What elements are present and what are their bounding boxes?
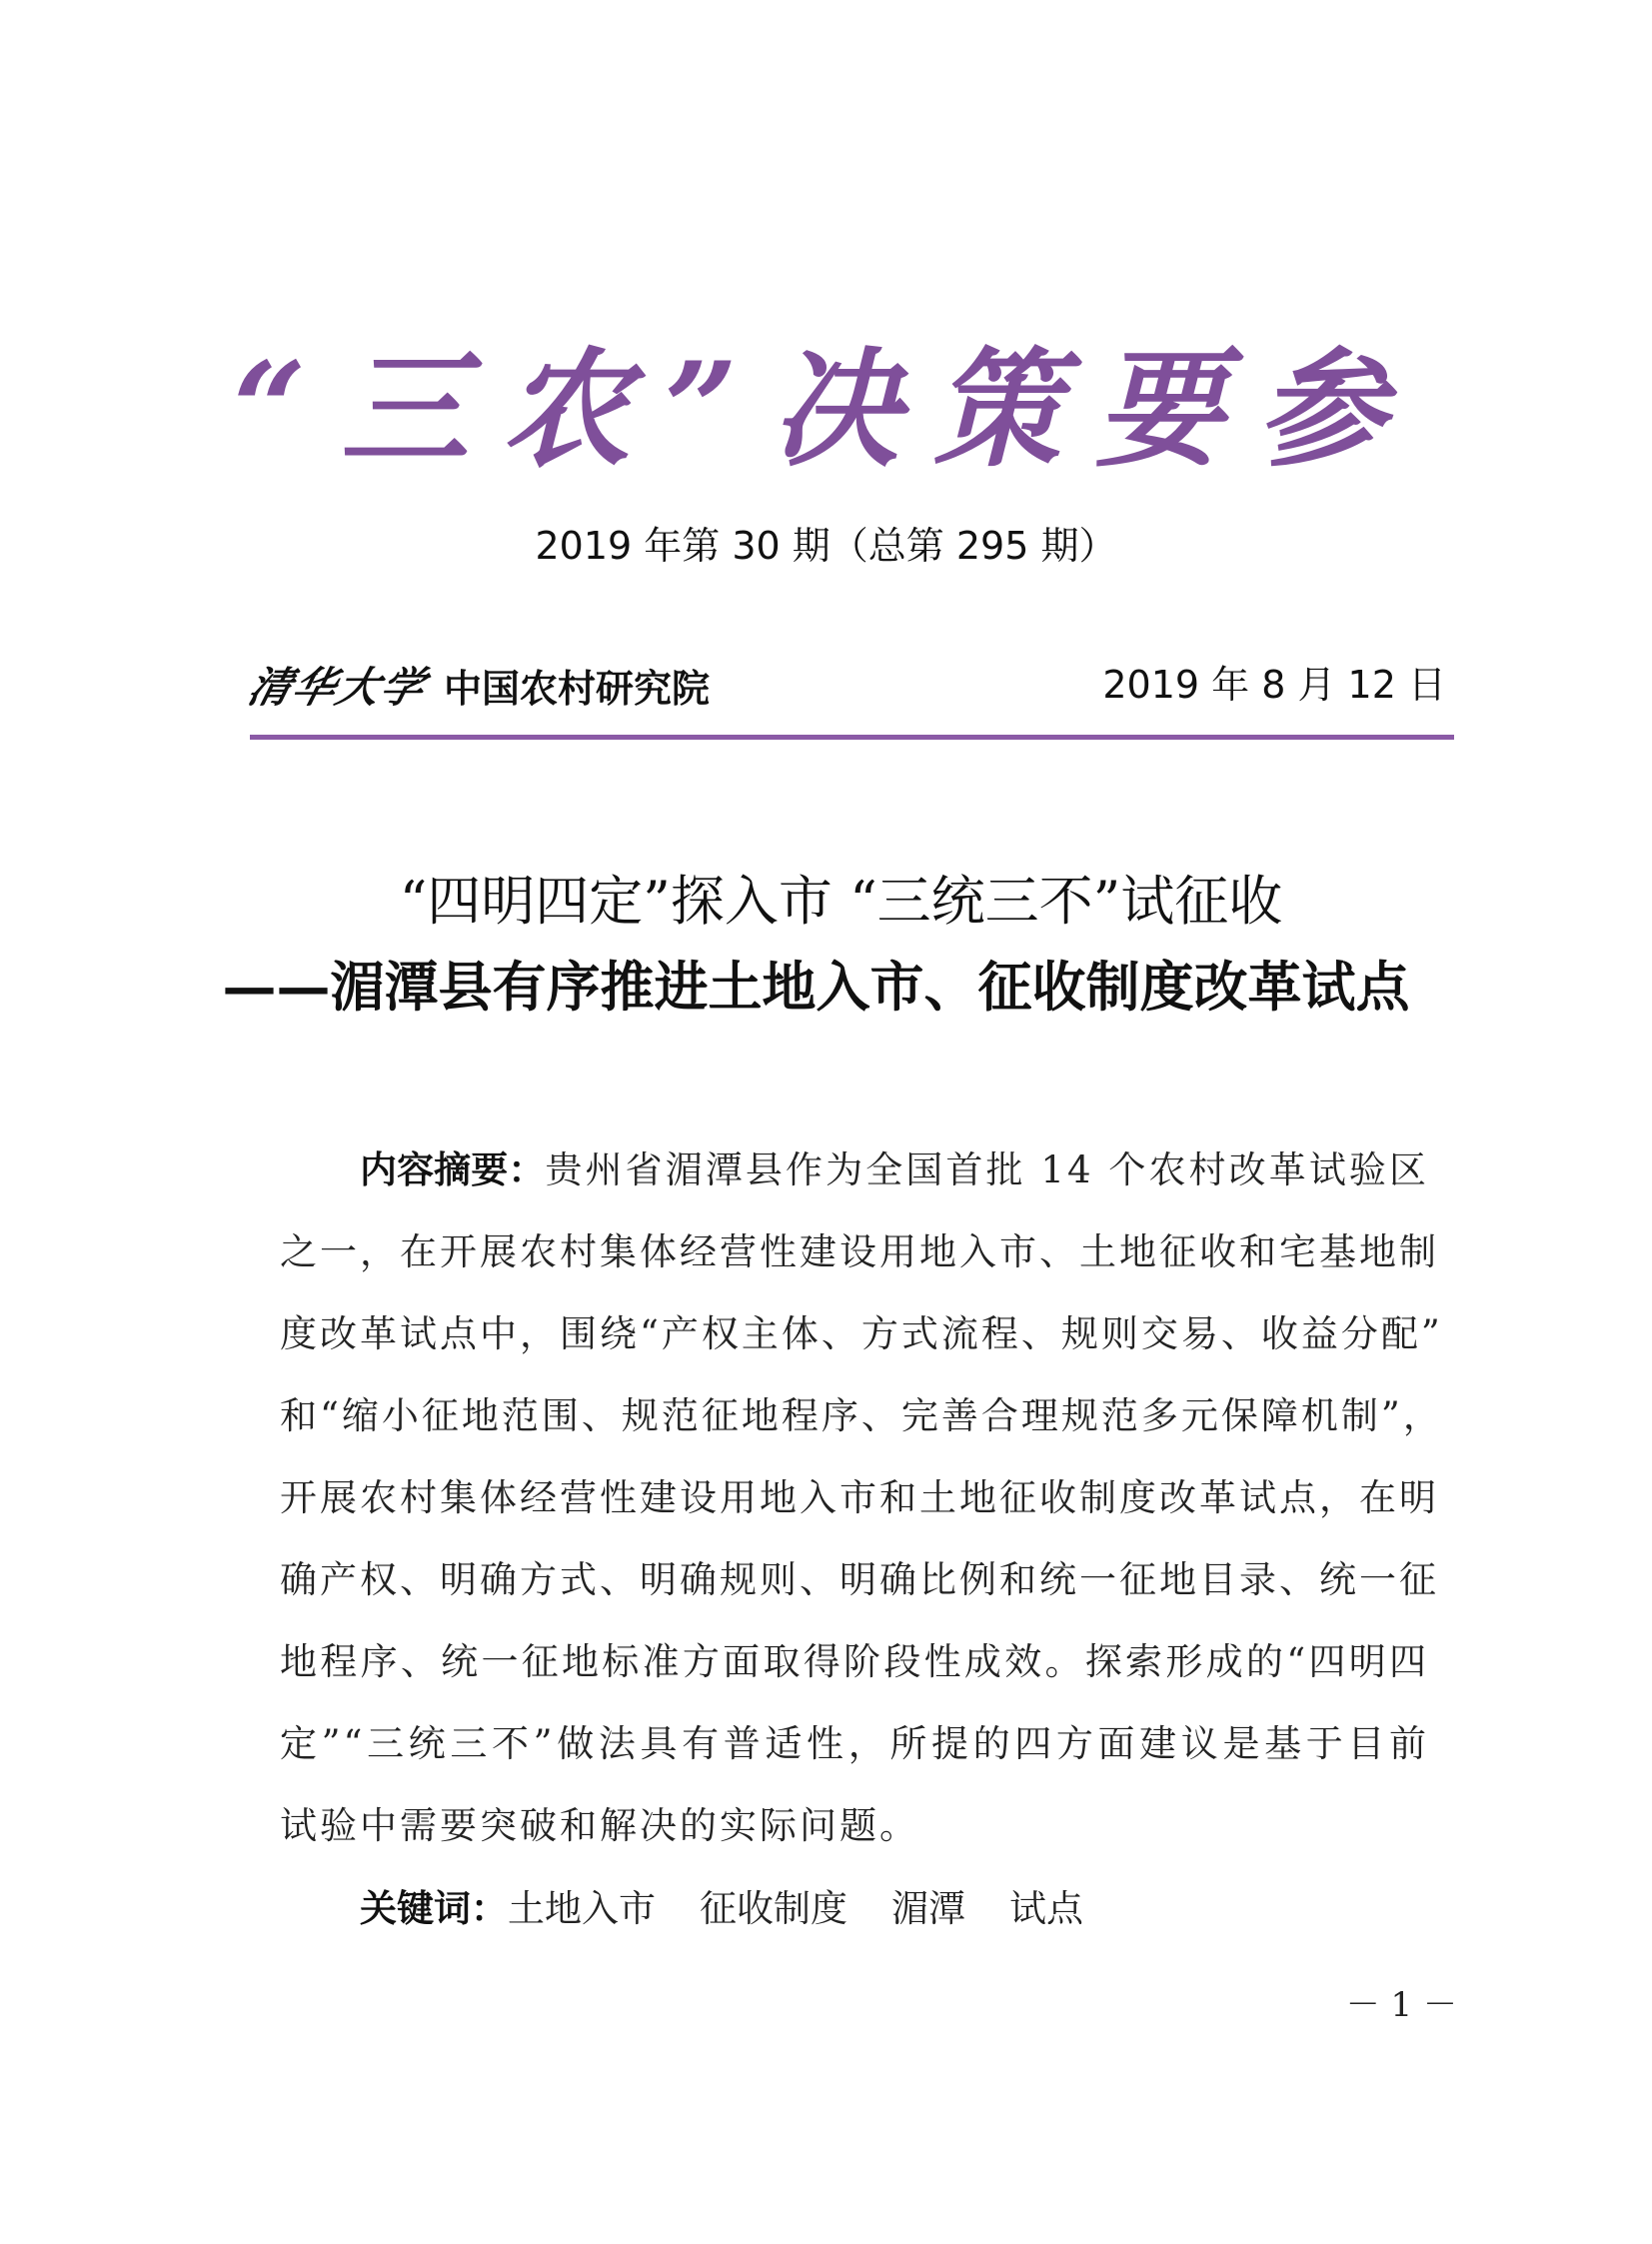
keywords bbox=[360, 1879, 1127, 1939]
abstract-line: 之一，在开展农村集体经营性建设用地入市、土地征收和宅基地制 bbox=[280, 1230, 1439, 1273]
abstract-label: 内容摘要： bbox=[360, 1148, 546, 1191]
issue-number: 2019 年第 30 期（总第 295 期） bbox=[535, 524, 1117, 568]
abstract-line: 度改革试点中，围绕“产权主体、方式流程、规则交易、收益分配” bbox=[280, 1312, 1443, 1355]
abstract-line: 地程序、统一征地标准方面取得阶段性成效。探索形成的“四明四 bbox=[280, 1640, 1429, 1683]
abstract bbox=[280, 1129, 1443, 1867]
abstract-line: 定”“三统三不”做法具有普适性，所提的四方面建议是基于目前 bbox=[280, 1722, 1429, 1765]
publisher-name: 中国农村研究院 bbox=[444, 665, 711, 711]
article-subtitle: ——湄潭县有序推进土地入市、征收制度改革试点 bbox=[222, 955, 1410, 1019]
publication-date: 2019 年 8 月 12 日 bbox=[1102, 663, 1446, 707]
abstract-line: 和“缩小征地范围、规范征地程序、完善合理规范多元保障机制”， bbox=[280, 1394, 1443, 1437]
abstract-line: 开展农村集体经营性建设用地入市和土地征收制度改革试点，在明 bbox=[280, 1476, 1439, 1519]
page-number: － 1 － bbox=[1345, 1985, 1457, 2025]
publisher-row bbox=[243, 655, 1456, 715]
keyword: 试点 bbox=[1009, 1887, 1083, 1930]
abstract-line: 试验中需要突破和解决的实际问题。 bbox=[280, 1804, 919, 1847]
keyword: 征收制度 bbox=[700, 1887, 847, 1930]
keyword: 土地入市 bbox=[508, 1887, 656, 1930]
article-title: “四明四定”探入市 “三统三不”试征收 bbox=[399, 870, 1283, 933]
publisher bbox=[243, 655, 711, 715]
abstract-line: 确产权、明确方式、明确规则、明确比例和统一征地目录、统一征 bbox=[280, 1558, 1439, 1601]
header-divider bbox=[250, 735, 1454, 740]
article-headline bbox=[0, 862, 1652, 1027]
keyword: 湄潭 bbox=[891, 1887, 965, 1930]
masthead-title: “三农”决策要参 bbox=[232, 335, 1420, 485]
keywords-label: 关键词： bbox=[360, 1887, 508, 1930]
tsinghua-logo: 清华大学 bbox=[243, 663, 432, 712]
abstract-line: 内容摘要：贵州省湄潭县作为全国首批 14 个农村改革试验区 bbox=[360, 1148, 1430, 1191]
